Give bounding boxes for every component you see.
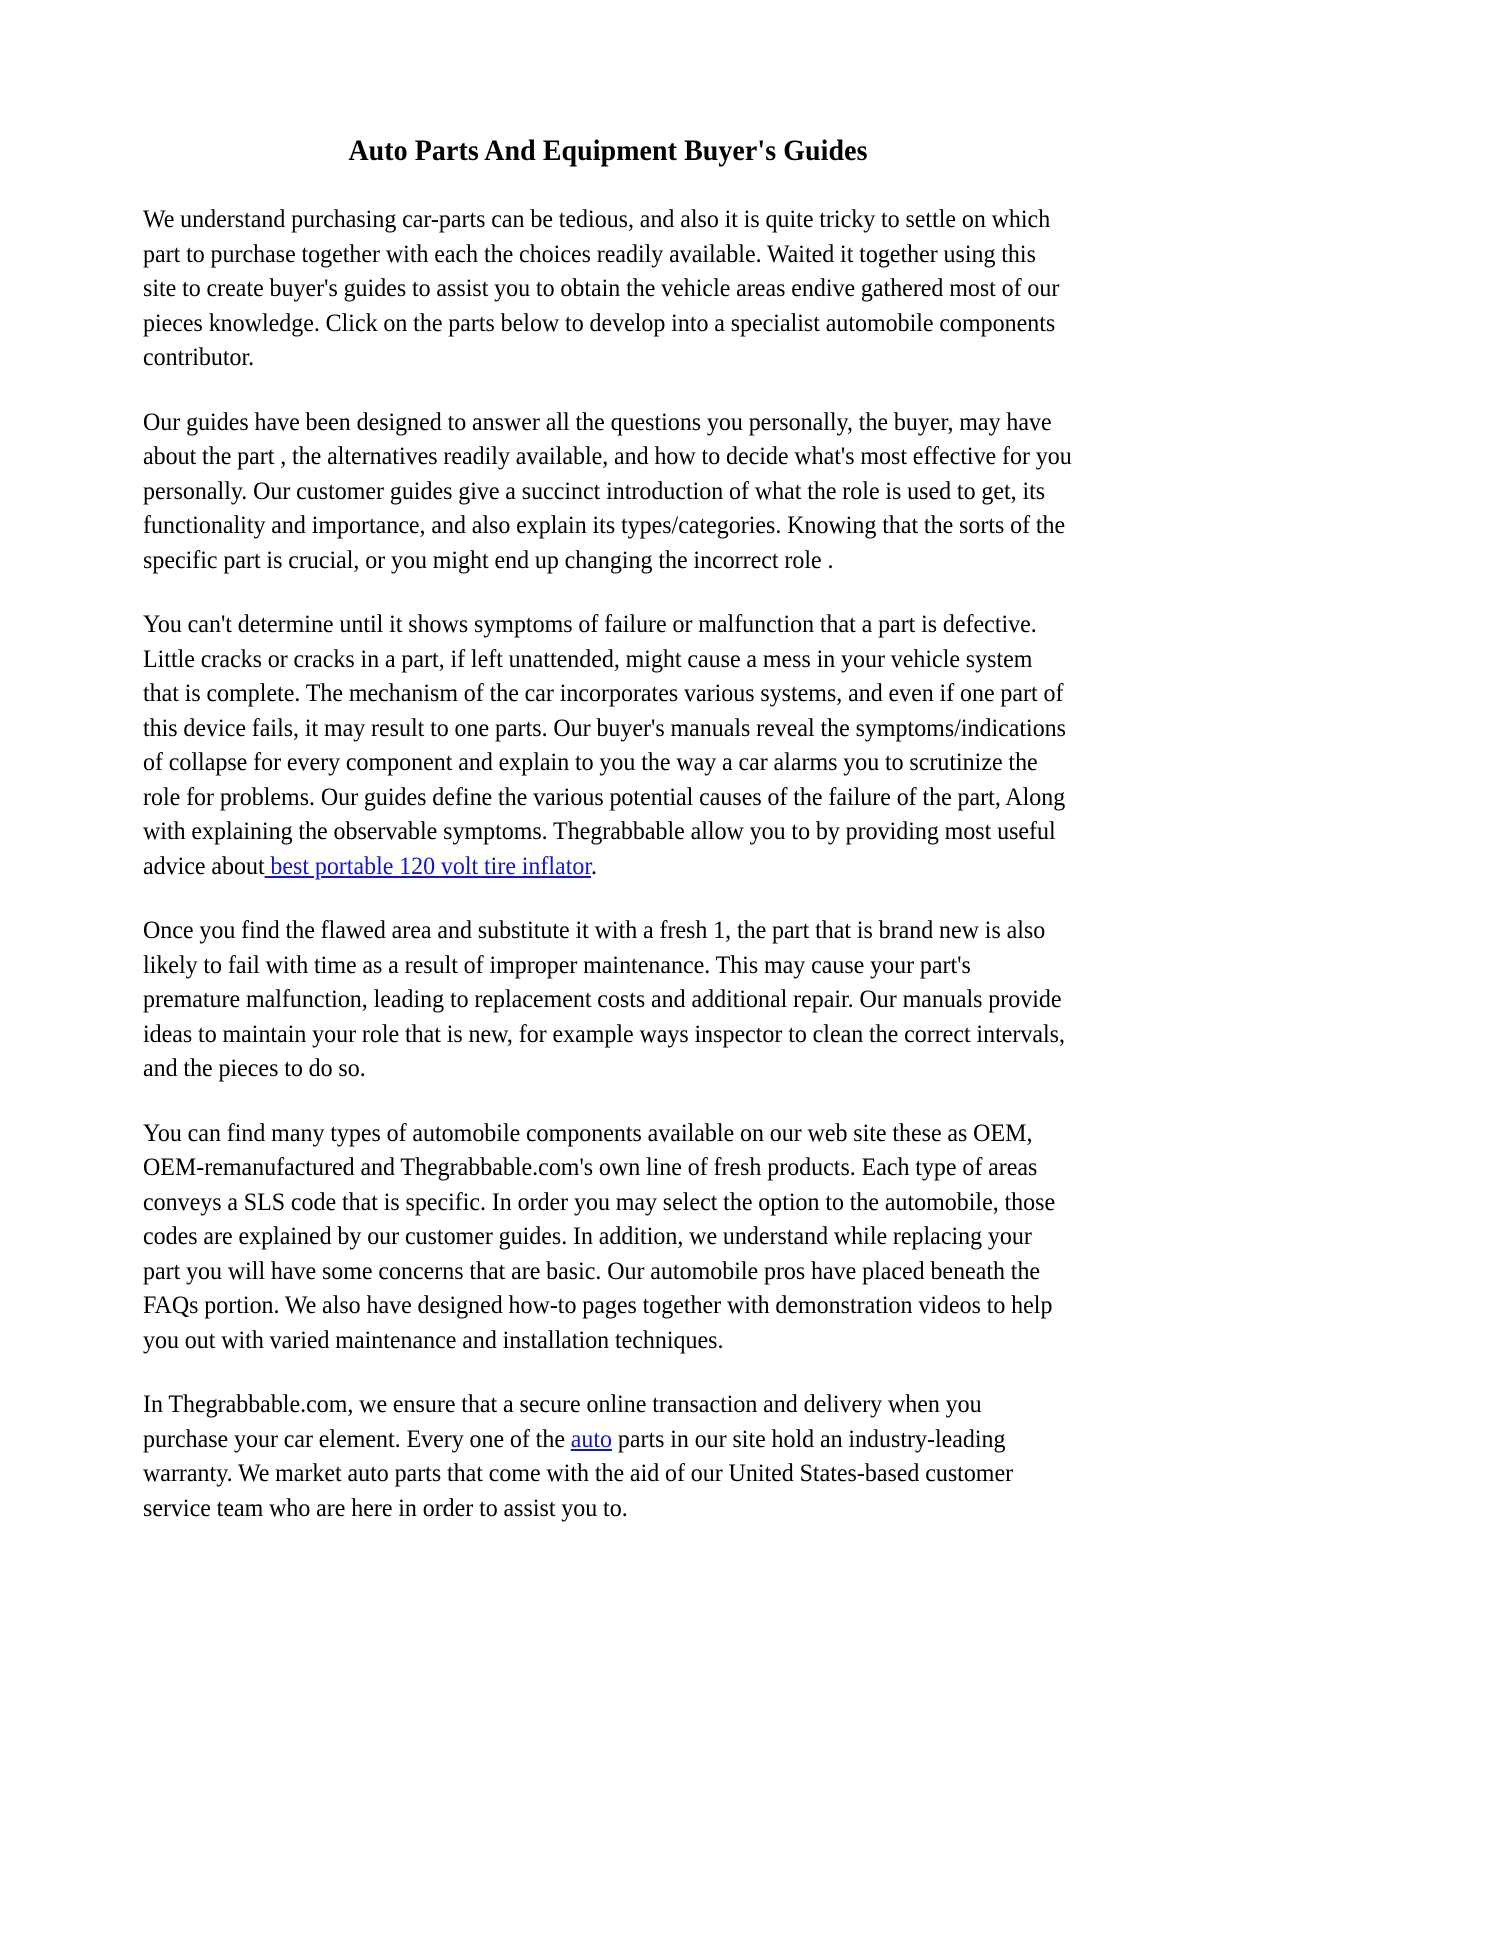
paragraph-6 (143, 1387, 1072, 1525)
paragraph-3-text-before-link: You can't determine until it shows symptoms of failure or malfunction that a part is defective. Little cracks or cracks in a part, if left unattended, might cause a mess in your vehicle system that is complete. The mechanism of the car incorporates various systems, and even if one part of this device fails, it may result to one parts. Our buyer's manuals reveal the symptoms/indications of collapse for every component and explain to you the way a car alarms you to scrutinize the role for problems. Our guides define the various potential causes of the failure of the part, Along with explaining the observable symptoms. Thegrabbable allow you to by providing most useful advice about (143, 609, 1067, 880)
paragraph-4: Once you find the flawed area and substitute it with a fresh 1, the part that is brand new is also likely to fail with time as a result of improper maintenance. This may cause your part's premature malfunction, leading to replacement costs and additional repair. Our manuals provide ideas to maintain your role that is new, for example ways inspector to clean the correct intervals, and the pieces to do so. (143, 915, 1065, 1083)
auto-link[interactable]: auto (570, 1423, 613, 1453)
paragraph-3 (143, 607, 1072, 883)
paragraph-5: You can find many types of automobile components available on our web site these as OEM, OEM-remanufactured and Thegrabbable.com's own line of fresh products. Each type of areas conveys a SLS code that is specific. In order you may select the option to the automobile, those codes are explained by our customer guides. In addition, we understand while replacing your part you will have some concerns that are basic. Our automobile pros have placed beneath the FAQs portion. We also have designed how-to pages together with demonstration videos to help you out with varied maintenance and installation techniques. (143, 1117, 1056, 1354)
document-body (143, 133, 1073, 1525)
page-title: Auto Parts And Equipment Buyer's Guides (348, 134, 868, 167)
paragraph-6-text-after-link: parts in our site hold an industry-leading warranty. We market auto parts that come with the aid of our United States-based customer service team who are here in order to assist you to. (143, 1423, 1014, 1522)
paragraph-6-text-before-link: In Thegrabbable.com, we ensure that a secure online transaction and delivery when you purchase your car element. Every one of the (143, 1389, 982, 1453)
paragraph-2: Our guides have been designed to answer all the questions you personally, the buyer, may have about the part , the alternatives readily available, and how to decide what's most effective for you personally. Our customer guides give a succinct introduction of what the role is used to get, its functionality and importance, and also explain its types/categories. Knowing that the sorts of the specific part is crucial, or you might end up changing the incorrect role . (143, 406, 1072, 574)
paragraph-3-text-after-link: . (591, 850, 598, 880)
tire-inflator-link[interactable]: best portable 120 volt tire inflator (264, 850, 592, 880)
paragraph-1: We understand purchasing car-parts can be tedious, and also it is quite tricky to settle on which part to purchase together with each the choices readily available. Waited it together using this site to create buyer's guides to assist you to obtain the vehicle areas endive gathered most of our pieces knowledge. Click on the parts below to develop into a specialist automobile components contributor. (143, 204, 1060, 372)
